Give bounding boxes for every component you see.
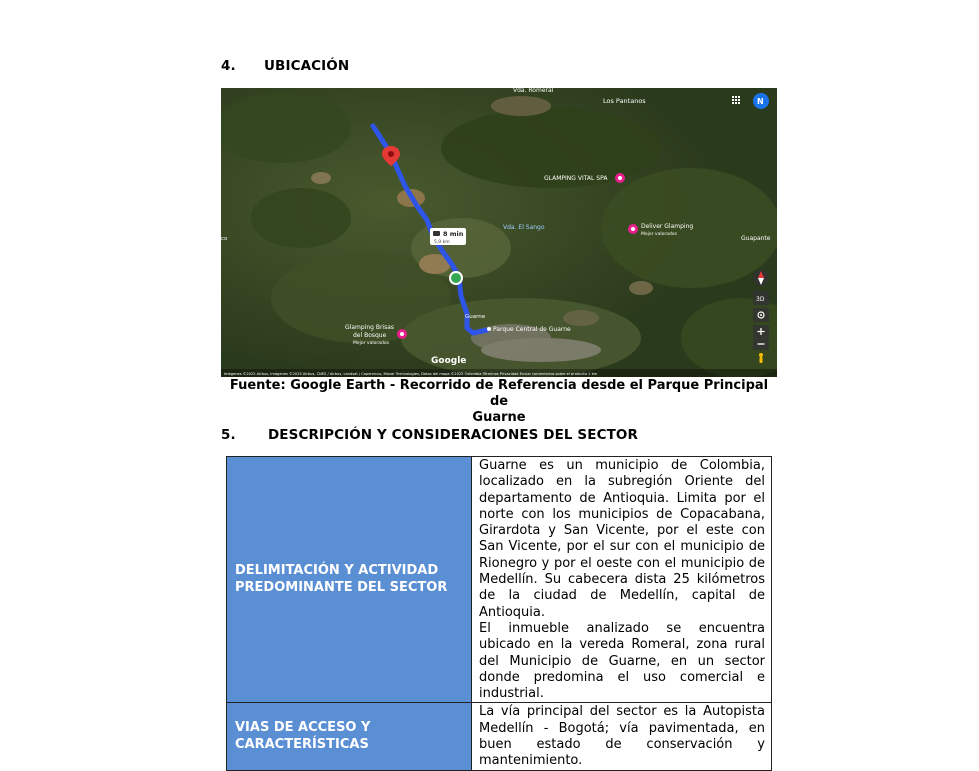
map-label-glamping-brisas-sub: Mejor valorados	[353, 341, 389, 346]
account-avatar[interactable]	[753, 93, 769, 109]
map-label-glamping-vital: GLAMPING VITAL SPA	[544, 175, 608, 182]
content-paragraph: El inmueble analizado se encuentra ubicado en la vereda Romeral, zona rural del Municipio de Guarne, en un sector donde predomina el uso comercial e industrial.	[479, 620, 765, 702]
row-label-line: VIAS DE ACCESO Y	[235, 720, 371, 736]
map-label-glamping-brisas-1: Glamping Brisas	[345, 324, 395, 331]
map-attribution: Imágenes ©2025 Airbus, Imágenes ©2025 Airbus, CNES / Airbus, Landsat / Copernicus, Maxar Technologies, Datos del mapa ©2025 Colombia Términos Privacidad Enviar comentarios sobre el producto 1 km	[224, 372, 598, 376]
map-label-deliver-glamping-sub: Mejor valorados	[641, 232, 677, 237]
section-number: 5.	[221, 427, 236, 443]
start-marker-icon[interactable]	[450, 272, 462, 284]
content-paragraph: La vía principal del sector es la Autopista Medellín - Bogotá; vía pavimentada, en buen estado de conservación y mantenimiento.	[479, 704, 765, 769]
section-title: UBICACIÓN	[264, 58, 350, 74]
row-label-delimitacion	[227, 457, 472, 703]
parque-dot-icon	[487, 327, 491, 331]
route-distance: 5,9 km	[434, 240, 450, 245]
section-title: DESCRIPCIÓN Y CONSIDERACIONES DEL SECTOR	[268, 427, 638, 443]
row-label-line: PREDOMINANTE DEL SECTOR	[235, 579, 448, 595]
glamping-brisas-poi-icon[interactable]	[397, 329, 407, 339]
view-3d-label: 3D	[756, 296, 765, 303]
map-label-guarne: Guarne	[465, 314, 486, 320]
glamping-vital-poi-icon[interactable]	[615, 173, 625, 183]
google-logo: Google	[431, 356, 467, 366]
content-paragraph: Guarne es un municipio de Colombia, localizado en la subregión Oriente del departamento de Antioquia. Limita por el norte con los municipios de Copacabana, Girardota y San Vicente, por el este con San Vicente, por el sur con el municipio de Rionegro y por el oeste con el municipio de Medellín. Su cabecera dista 25 kilómetros de la ciudad de Medellín, capital de Antioquia.	[479, 458, 765, 620]
route-time: 8 min	[443, 230, 464, 238]
map-label-parque: Parque Central de Guarne	[493, 326, 571, 333]
compass-icon[interactable]	[753, 270, 769, 286]
map-caption	[221, 378, 777, 426]
satellite-map[interactable]	[221, 88, 777, 377]
caption-line-2: Guarne	[472, 410, 526, 425]
map-label-vda-el-sango: Vda. El Sango	[503, 224, 545, 231]
deliver-glamping-poi-icon[interactable]	[628, 224, 638, 234]
zoom-out-button[interactable]	[753, 338, 769, 350]
caption-line-1: Fuente: Google Earth - Recorrido de Referencia desde el Parque Principal de	[229, 378, 769, 409]
map-label-top-road: Vda. Romeral	[513, 88, 554, 94]
map-label-glamping-brisas-2: del Bosque	[353, 332, 387, 339]
apps-grid-icon[interactable]	[732, 96, 740, 104]
pegman-icon[interactable]	[759, 353, 763, 363]
row-content-vias	[472, 703, 772, 770]
car-icon	[433, 231, 440, 236]
map-label-guapante: Guapante	[741, 235, 771, 242]
section-number: 4.	[221, 58, 236, 74]
row-content-delimitacion	[472, 457, 772, 703]
view-3d-button[interactable]	[753, 291, 769, 305]
route-time-box[interactable]	[430, 228, 466, 245]
sector-description-table	[226, 456, 772, 771]
table-row	[227, 703, 772, 770]
my-location-icon[interactable]	[753, 308, 769, 322]
map-label-deliver-glamping: Deliver Glamping	[641, 223, 694, 230]
map-label-los-pantanos: Los Pantanos	[603, 97, 646, 105]
row-label-line: DELIMITACIÓN Y ACTIVIDAD	[235, 563, 439, 579]
map-label-left-edge: co	[221, 236, 228, 242]
zoom-in-button[interactable]	[753, 325, 769, 338]
table-row	[227, 457, 772, 703]
row-label-line: CARACTERÍSTICAS	[235, 736, 369, 752]
compass-letter: N	[757, 97, 764, 106]
row-label-vias	[227, 703, 472, 770]
